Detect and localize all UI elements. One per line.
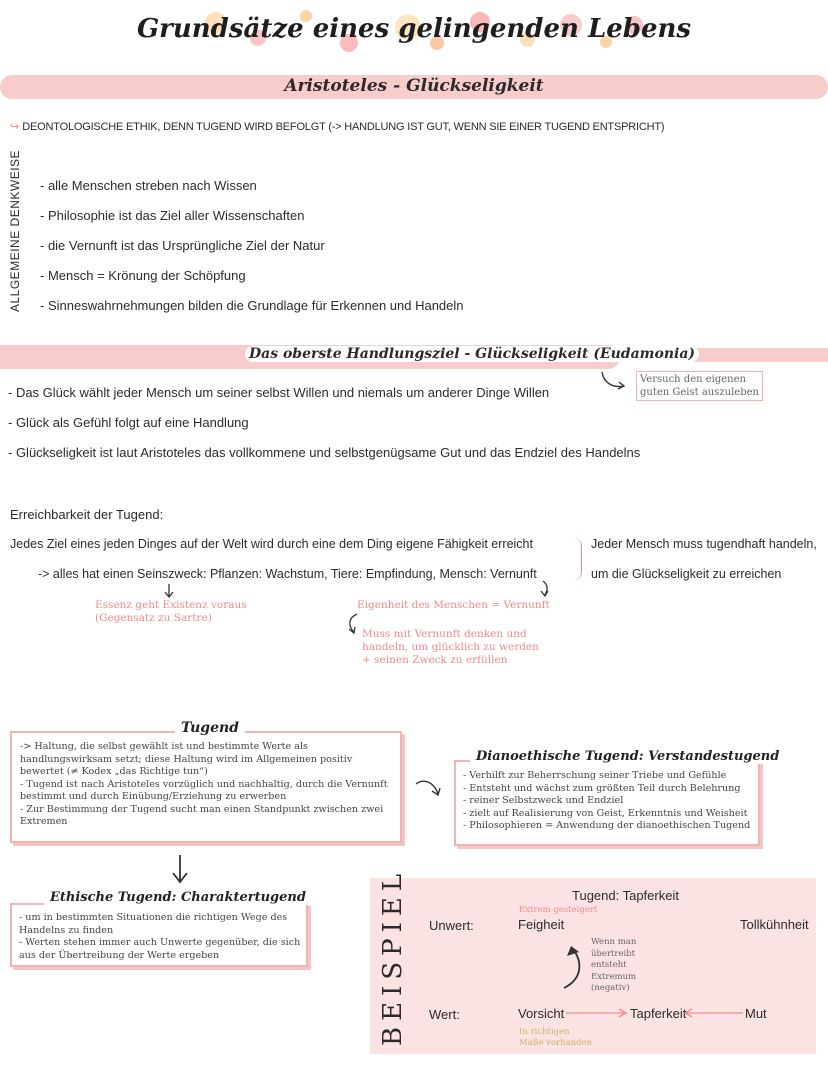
muss-note: Muss mit Vernunft denken und handeln, um glücklich zu werden + seinen Zweck zu erfüllen: [362, 628, 539, 666]
list-item: - Glück als Gefühl folgt auf eine Handlung: [8, 415, 249, 430]
beispiel-label: BEISPIEL: [378, 867, 408, 1046]
list-item: - die Vernunft ist das Ursprüngliche Ziel der Natur: [40, 238, 325, 253]
brace: [574, 538, 582, 580]
box-line: - zielt auf Realisierung von Geist, Erkenntnis und Weisheit: [463, 807, 748, 819]
box-line: - um in bestimmten Situationen die richtigen Wege des: [19, 912, 288, 923]
curved-arrow-icon: [560, 938, 590, 992]
wenn-note: Wenn man übertreibt entsteht Extremum (negativ): [591, 937, 637, 993]
glueck-list: [8, 385, 640, 475]
note-geist: Versuch den eigenen guten Geist auszuleben: [636, 371, 763, 401]
erreichbarkeit-line2: -> alles hat einen Seinszweck: Pflanzen: Wachstum, Tiere: Empfindung, Mensch: Vernunft: [38, 567, 537, 581]
box-line: - Philosophieren = Anwendung der dianoethischen Tugend: [463, 820, 751, 831]
curved-arrow-icon: [414, 778, 444, 800]
box-line: - Entsteht und wächst zum größten Teil durch Belehrung: [463, 782, 741, 794]
vorsicht: Vorsicht: [518, 1006, 565, 1021]
mut: Mut: [745, 1006, 767, 1021]
box-line: -> Haltung, die selbst gewählt ist und bestimmte Werte als: [20, 741, 308, 752]
side-label-denkweise: ALLGEMEINE DENKWEISE: [8, 149, 22, 312]
wert-label: Wert:: [429, 1007, 460, 1022]
arrow-left-icon: [684, 1008, 744, 1018]
box-line: bewertet (≠ Kodex „das Richtige tun“): [20, 766, 208, 777]
denkweise-list: [40, 178, 464, 328]
deontology-note: [10, 120, 664, 133]
down-arrow-icon: [162, 583, 176, 599]
list-item: - Sinneswahrnehmungen bilden die Grundlage für Erkennen und Handeln: [40, 298, 464, 313]
deontology-text: DEONTOLOGISCHE ETHIK, DENN TUGEND WIRD BEFOLGT (-> HANDLUNG IST GUT, WENN SIE EINER TUGEND ENTSPRICHT): [22, 121, 665, 133]
right-note: Jeder Mensch muss tugendhaft handeln, um die Glückseligkeit zu erreichen: [591, 537, 817, 581]
box-line: - reiner Selbstzweck und Endziel: [463, 795, 624, 806]
eigenheit-note: Eigenheit des Menschen = Vernunft: [357, 599, 550, 611]
box-line: - Tugend ist nach Aristoteles vorzüglich und nachhaltig, durch die Vernunft: [20, 778, 388, 790]
list-item: - Glückseligkeit ist laut Aristoteles das vollkommene und selbstgenügsame Gut und das Endziel des Handelns: [8, 445, 641, 460]
box-line: - Werten stehen immer auch Unwerte gegenüber, die sich: [19, 937, 301, 948]
dianoethische-box-title: Dianoethische Tugend: Verstandestugend: [470, 749, 785, 764]
box-line: Handelns zu finden: [19, 924, 114, 936]
tollkuehnheit: Tollkühnheit: [740, 917, 809, 932]
ethische-box-title: Ethische Tugend: Charaktertugend: [44, 890, 312, 905]
box-line: handlungswirksam setzt; diese Haltung wird im Allgemeinen positiv: [20, 753, 353, 765]
box-line: - Zur Bestimmung der Tugend sucht man einen Standpunkt zwischen zwei: [20, 803, 384, 815]
tapferkeit: Tapferkeit: [630, 1006, 687, 1021]
box-line: aus der Übertreibung der Werte ergeben: [19, 949, 220, 961]
unwert-label: Unwert:: [429, 918, 474, 933]
down-arrow-icon: [170, 853, 190, 885]
box-line: - Verhilft zur Beherrschung seiner Triebe und Gefühle: [463, 770, 727, 781]
list-item: - Das Glück wählt jeder Mensch um seiner selbst Willen und niemals um anderer Dinge Willen: [8, 385, 550, 400]
feigheit: Feigheit: [518, 917, 565, 932]
richtig-note: In richtigen Maße vorhanden: [519, 1027, 593, 1048]
essenz-note: Essenz geht Existenz voraus (Gegensatz zu Sartre): [95, 599, 247, 624]
box-line: Extremen: [20, 816, 68, 827]
list-item: - Mensch = Krönung der Schöpfung: [40, 268, 246, 283]
tugend-box-title: Tugend: [175, 720, 245, 736]
down-arrow-icon: [538, 580, 552, 598]
tugend-box: [10, 731, 402, 843]
curved-arrow-icon: [345, 612, 363, 636]
section-title-aristoteles: Aristoteles - Glückseligkeit: [284, 76, 544, 96]
list-item: - Philosophie ist das Ziel aller Wissenschaften: [40, 208, 305, 223]
dianoethische-box: [454, 760, 760, 846]
beispiel-title: Tugend: Tapferkeit: [572, 888, 679, 903]
list-item: - alle Menschen streben nach Wissen: [40, 178, 257, 193]
extrem-note: Extrem gesteigert: [519, 905, 598, 915]
erreichbarkeit-line1: Jedes Ziel eines jeden Dinges auf der Welt wird durch eine dem Ding eigene Fähigkeit erreicht: [10, 537, 533, 551]
page-title: Grundsätze eines gelingenden Lebens: [136, 14, 692, 44]
arrow-right-icon: [565, 1008, 629, 1018]
section-title-handlungsziel: Das oberste Handlungsziel - Glückseligkeit (Eudamonia): [245, 346, 699, 362]
erreichbarkeit-heading: Erreichbarkeit der Tugend:: [10, 507, 164, 522]
return-arrow-icon: ↪: [10, 121, 20, 133]
box-line: bestimmt und durch Einübung/Erziehung zu erwerben: [20, 791, 287, 802]
ethische-box: [10, 903, 308, 967]
